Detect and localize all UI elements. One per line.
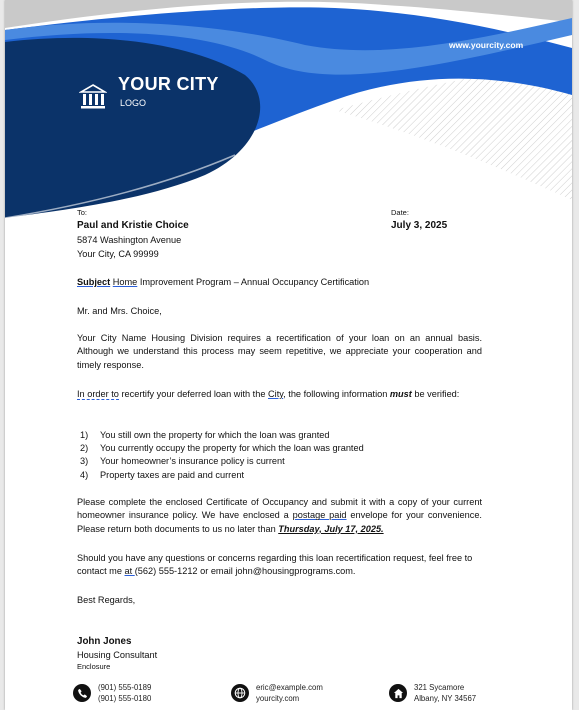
at-word: at	[124, 566, 135, 577]
subject-label: Subject	[77, 277, 111, 287]
signature-name: John Jones	[77, 636, 132, 647]
paragraph-3-part2: envelope for your convenience. Please return both documents to us no later than	[77, 510, 482, 534]
list-item-text: Your homeowner’s insurance policy is current	[100, 456, 285, 467]
subject-text: Improvement Program – Annual Occupancy Certification	[137, 277, 370, 287]
postage-paid-phrase: postage paid	[292, 510, 347, 521]
paragraph-4-part1: Should you have any questions or concerns regarding this loan recertification request, feel free to contact me	[77, 553, 473, 577]
list-item	[80, 455, 364, 468]
list-item	[80, 442, 364, 455]
signature-title: Housing Consultant	[77, 650, 158, 660]
salutation: Mr. and Mrs. Choice,	[77, 306, 162, 316]
date-value: July 3, 2025	[391, 220, 448, 231]
subject-line	[77, 276, 369, 289]
closing: Best Regards,	[77, 595, 136, 605]
list-item-number: 1)	[80, 430, 89, 440]
must-emphasis: must	[389, 389, 412, 399]
enclosure-note: Enclosure	[77, 662, 111, 671]
list-item	[80, 429, 364, 442]
list-item-number: 3)	[80, 456, 89, 467]
deadline-date: Thursday, July 17, 2025.	[278, 523, 384, 534]
date-label: Date:	[391, 208, 409, 217]
list-item-text: Property taxes are paid and current	[100, 469, 245, 480]
footer-phone-1: (901) 555-0189	[98, 683, 152, 692]
paragraph-2-part3: be verified:	[411, 389, 460, 399]
footer-web	[231, 683, 323, 704]
globe-icon	[231, 684, 249, 702]
paragraph-4-part2: (562) 555-1212 or email john@housingprograms.com.	[134, 566, 356, 577]
footer-phone	[73, 683, 151, 704]
website-link[interactable]: www.yourcity.com	[449, 40, 524, 50]
paragraph-3-part1: Please complete the enclosed Certificate of Occupancy and submit it with a copy of your current homeowner insurance policy. We have enclosed a	[77, 497, 482, 521]
footer-address	[389, 683, 476, 704]
verification-list	[80, 429, 364, 482]
footer-address-1: 321 Sycamore	[414, 683, 465, 692]
recipient-name: Paul and Kristie Choice	[77, 220, 189, 231]
list-item-text: You currently occupy the property for which the loan was granted	[100, 443, 364, 454]
logo-label: LOGO	[120, 98, 147, 108]
recipient-address-line2: Your City, CA 99999	[77, 249, 159, 259]
paragraph-2	[77, 388, 482, 401]
footer-address-2: Albany, NY 34567	[414, 693, 477, 703]
paragraph-3	[77, 496, 482, 536]
letter-page	[5, 0, 572, 710]
phone-icon	[73, 684, 91, 702]
footer-site[interactable]: yourcity.com	[256, 693, 300, 703]
paragraph-4	[77, 552, 487, 579]
to-label: To:	[77, 208, 88, 217]
paragraph-1: Your City Name Housing Division requires a recertification of your loan on an annual basis. Although we understand this process may seem repetitive, we appreciate your cooperation and timely response.	[77, 333, 482, 370]
list-item-text: You still own the property for which the loan was granted	[100, 430, 330, 440]
footer-phone-2: (901) 555-0180	[98, 693, 152, 703]
home-icon	[389, 684, 407, 702]
city-name: YOUR CITY	[118, 74, 219, 94]
header-swoosh-graphic	[5, 0, 572, 230]
list-item	[80, 469, 364, 482]
paragraph-2-part2: , the following information	[283, 389, 390, 399]
subject-word: Home	[112, 277, 138, 287]
city-word: City	[268, 389, 284, 399]
list-item-number: 2)	[80, 443, 89, 454]
in-order-to-phrase: In order to	[77, 389, 119, 399]
recipient-address-line1: 5874 Washington Avenue	[77, 235, 182, 245]
list-item-number: 4)	[80, 469, 89, 480]
building-logo-icon	[79, 83, 107, 111]
footer-email[interactable]: eric@example.com	[256, 683, 323, 692]
paragraph-2-part1: recertify your deferred loan with the	[118, 389, 269, 399]
